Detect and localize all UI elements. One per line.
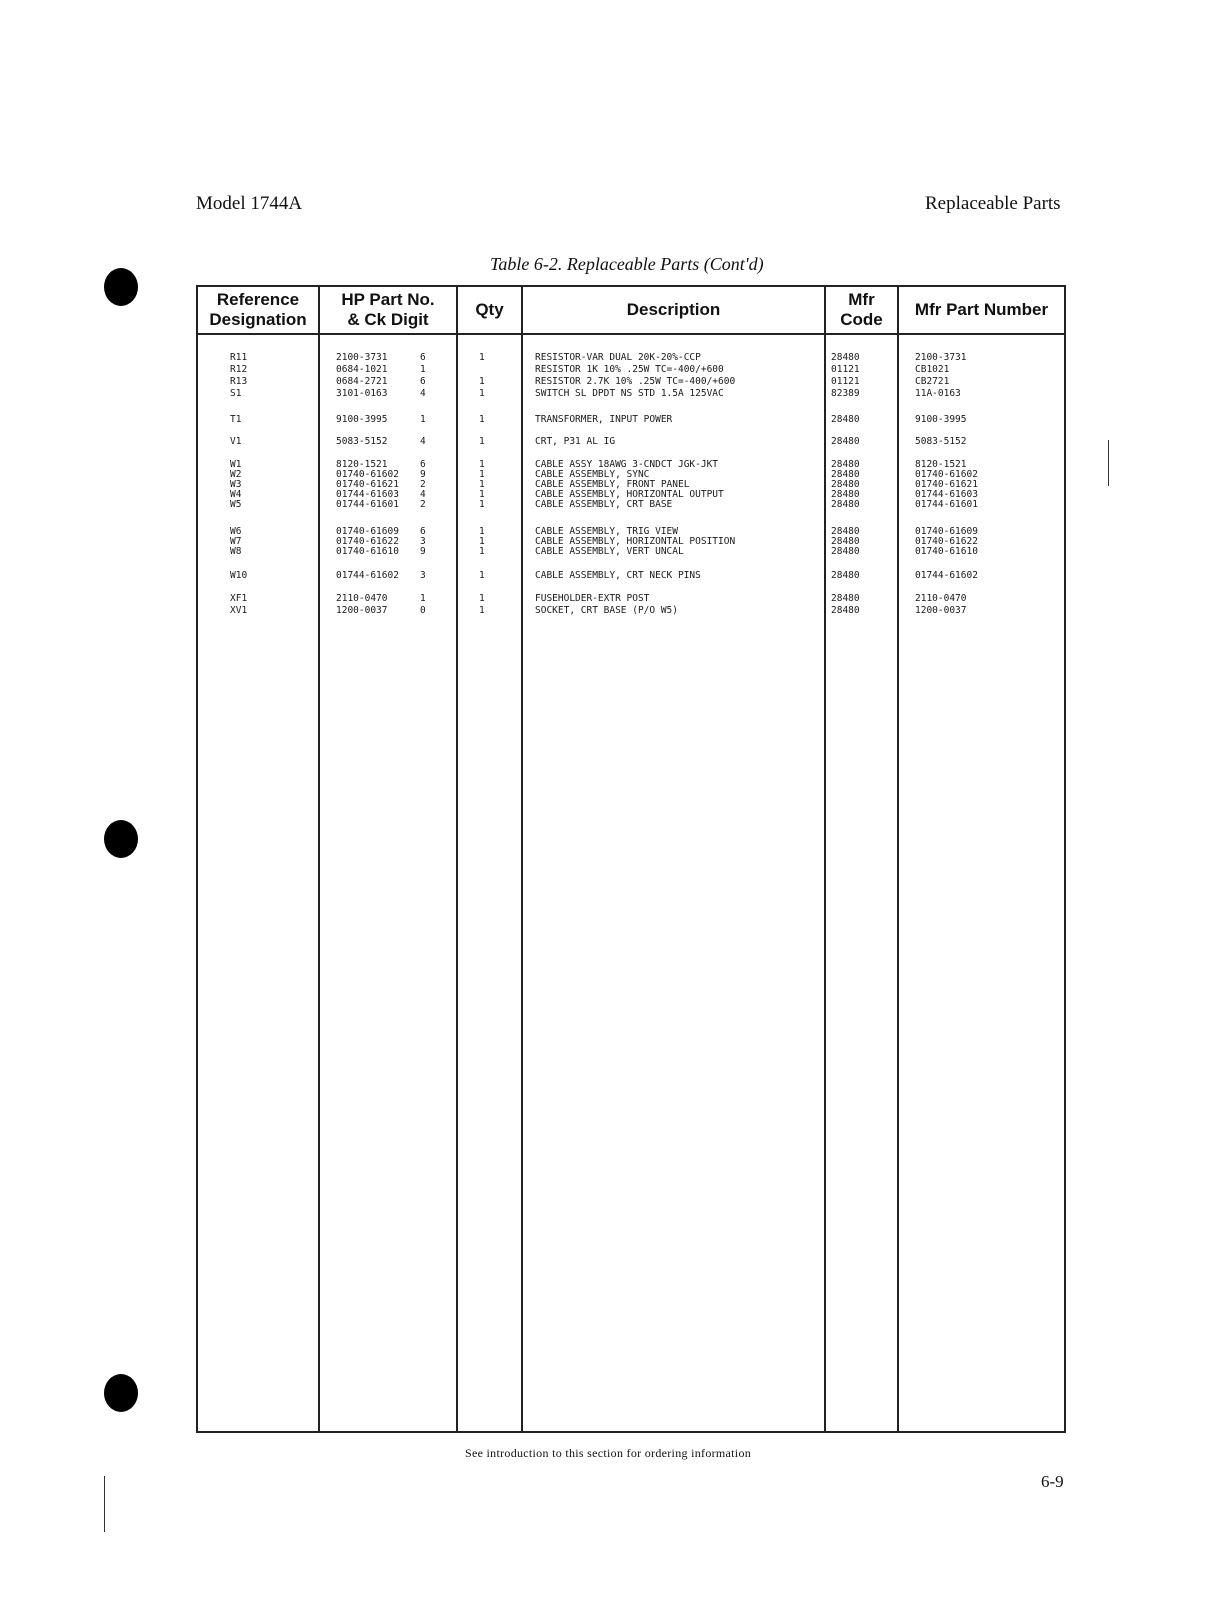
cell-qty: 1 [479, 436, 485, 447]
cell-description: CABLE ASSEMBLY, FRONT PANEL [535, 479, 690, 490]
cell-description: CABLE ASSEMBLY, CRT BASE [535, 499, 673, 510]
column-header-mfr-code: Mfr Code [840, 290, 883, 329]
cell-check-digit: 6 [420, 352, 426, 363]
cell-mfr-part-number: 01740-61621 [915, 479, 978, 490]
cell-ref-designation: W2 [230, 469, 242, 480]
cell-mfr-code: 28480 [831, 489, 860, 500]
cell-mfr-part-number: 01744-61601 [915, 499, 978, 510]
cell-ref-designation: W8 [230, 546, 242, 557]
page-header-section: Replaceable Parts [925, 193, 1061, 214]
cell-ref-designation: W3 [230, 479, 242, 490]
cell-ref-designation: W5 [230, 499, 242, 510]
cell-mfr-part-number: 11A-0163 [915, 388, 961, 399]
cell-qty: 1 [479, 536, 485, 547]
cell-mfr-code: 28480 [831, 469, 860, 480]
cell-check-digit: 2 [420, 499, 426, 510]
cell-mfr-code: 28480 [831, 605, 860, 616]
cell-qty: 1 [479, 593, 485, 604]
cell-ref-designation: W10 [230, 570, 248, 581]
cell-mfr-code: 28480 [831, 414, 860, 425]
cell-check-digit: 6 [420, 526, 426, 537]
column-divider [824, 287, 826, 1431]
cell-mfr-part-number: CB1021 [915, 364, 950, 375]
footer-note: See introduction to this section for ordering information [465, 1446, 752, 1460]
cell-description: CABLE ASSY 18AWG 3-CNDCT JGK-JKT [535, 459, 719, 470]
cell-description: CABLE ASSEMBLY, CRT NECK PINS [535, 570, 701, 581]
cell-mfr-code: 28480 [831, 526, 860, 537]
cell-mfr-code: 82389 [831, 388, 860, 399]
column-header-description: Description [626, 300, 721, 319]
cell-hp-part-no: 01744-61603 [336, 489, 399, 500]
cell-description: TRANSFORMER, INPUT POWER [535, 414, 673, 425]
cell-mfr-part-number: 5083-5152 [915, 436, 967, 447]
cell-hp-part-no: 9100-3995 [336, 414, 388, 425]
cell-description: CRT, P31 AL IG [535, 436, 616, 447]
cell-description: RESISTOR 1K 10% .25W TC=-400/+600 [535, 364, 724, 375]
cell-mfr-code: 28480 [831, 593, 860, 604]
cell-qty: 1 [479, 469, 485, 480]
cell-ref-designation: W1 [230, 459, 242, 470]
cell-check-digit: 3 [420, 536, 426, 547]
cell-ref-designation: W4 [230, 489, 242, 500]
cell-mfr-part-number: 01740-61602 [915, 469, 978, 480]
cell-mfr-part-number: 9100-3995 [915, 414, 967, 425]
cell-check-digit: 9 [420, 546, 426, 557]
cell-check-digit: 1 [420, 593, 426, 604]
cell-description: RESISTOR-VAR DUAL 20K-20%-CCP [535, 352, 701, 363]
cell-hp-part-no: 0684-2721 [336, 376, 388, 387]
cell-description: CABLE ASSEMBLY, VERT UNCAL [535, 546, 684, 557]
cell-ref-designation: XF1 [230, 593, 248, 604]
binder-hole-middle [104, 820, 138, 858]
cell-mfr-code: 28480 [831, 546, 860, 557]
scan-mark [104, 1476, 105, 1532]
cell-ref-designation: R11 [230, 352, 248, 363]
column-divider [456, 287, 458, 1431]
page-number: 6-9 [1041, 1472, 1064, 1491]
page-header-model: Model 1744A [196, 193, 303, 214]
cell-hp-part-no: 01740-61621 [336, 479, 399, 490]
cell-check-digit: 3 [420, 570, 426, 581]
cell-hp-part-no: 01740-61610 [336, 546, 399, 557]
cell-check-digit: 1 [420, 364, 426, 375]
cell-hp-part-no: 3101-0163 [336, 388, 388, 399]
cell-ref-designation: R13 [230, 376, 248, 387]
cell-hp-part-no: 01740-61602 [336, 469, 399, 480]
cell-mfr-code: 28480 [831, 570, 860, 581]
cell-qty: 1 [479, 414, 485, 425]
cell-ref-designation: W6 [230, 526, 242, 537]
cell-hp-part-no: 0684-1021 [336, 364, 388, 375]
cell-ref-designation: V1 [230, 436, 242, 447]
cell-qty: 1 [479, 499, 485, 510]
cell-mfr-part-number: 01744-61602 [915, 570, 978, 581]
cell-qty: 1 [479, 489, 485, 500]
cell-mfr-code: 28480 [831, 536, 860, 547]
cell-description: SOCKET, CRT BASE (P/O W5) [535, 605, 678, 616]
column-divider [897, 287, 899, 1431]
cell-mfr-part-number: 01744-61603 [915, 489, 978, 500]
cell-qty: 1 [479, 570, 485, 581]
cell-qty: 1 [479, 376, 485, 387]
column-header-reference-designation: Reference Designation [209, 290, 307, 329]
cell-check-digit: 4 [420, 436, 426, 447]
cell-check-digit: 4 [420, 489, 426, 500]
cell-mfr-part-number: 2100-3731 [915, 352, 967, 363]
table-title: Table 6-2. Replaceable Parts (Cont'd) [490, 254, 764, 274]
cell-check-digit: 6 [420, 459, 426, 470]
cell-qty: 1 [479, 352, 485, 363]
cell-ref-designation: R12 [230, 364, 248, 375]
cell-description: CABLE ASSEMBLY, HORIZONTAL POSITION [535, 536, 736, 547]
cell-ref-designation: S1 [230, 388, 242, 399]
cell-hp-part-no: 2110-0470 [336, 593, 388, 604]
cell-ref-designation: T1 [230, 414, 242, 425]
binder-hole-top [104, 268, 138, 306]
cell-qty: 1 [479, 479, 485, 490]
cell-hp-part-no: 8120-1521 [336, 459, 388, 470]
cell-description: RESISTOR 2.7K 10% .25W TC=-400/+600 [535, 376, 736, 387]
cell-mfr-part-number: 01740-61610 [915, 546, 978, 557]
cell-ref-designation: XV1 [230, 605, 248, 616]
cell-qty: 1 [479, 459, 485, 470]
cell-description: SWITCH SL DPDT NS STD 1.5A 125VAC [535, 388, 724, 399]
cell-qty: 1 [479, 546, 485, 557]
column-header-hp-part-no: HP Part No. & Ck Digit [341, 290, 435, 329]
cell-description: FUSEHOLDER-EXTR POST [535, 593, 650, 604]
cell-check-digit: 1 [420, 414, 426, 425]
cell-qty: 1 [479, 526, 485, 537]
cell-qty: 1 [479, 388, 485, 399]
scan-mark [1108, 440, 1109, 486]
cell-mfr-part-number: 8120-1521 [915, 459, 967, 470]
cell-check-digit: 6 [420, 376, 426, 387]
binder-hole-bottom [104, 1374, 138, 1412]
replaceable-parts-table [196, 285, 1066, 1433]
cell-hp-part-no: 01740-61622 [336, 536, 399, 547]
cell-check-digit: 0 [420, 605, 426, 616]
cell-hp-part-no: 1200-0037 [336, 605, 388, 616]
cell-check-digit: 9 [420, 469, 426, 480]
cell-mfr-part-number: CB2721 [915, 376, 950, 387]
column-divider [318, 287, 320, 1431]
cell-mfr-code: 01121 [831, 376, 860, 387]
cell-check-digit: 4 [420, 388, 426, 399]
cell-mfr-part-number: 1200-0037 [915, 605, 967, 616]
cell-hp-part-no: 2100-3731 [336, 352, 388, 363]
cell-hp-part-no: 01740-61609 [336, 526, 399, 537]
cell-mfr-part-number: 01740-61609 [915, 526, 978, 537]
cell-mfr-code: 28480 [831, 459, 860, 470]
header-rule [198, 333, 1064, 335]
cell-ref-designation: W7 [230, 536, 242, 547]
column-header-mfr-part-number: Mfr Part Number [914, 300, 1049, 319]
cell-check-digit: 2 [420, 479, 426, 490]
cell-mfr-code: 28480 [831, 352, 860, 363]
cell-description: CABLE ASSEMBLY, SYNC [535, 469, 650, 480]
cell-mfr-code: 01121 [831, 364, 860, 375]
cell-hp-part-no: 5083-5152 [336, 436, 388, 447]
cell-mfr-code: 28480 [831, 479, 860, 490]
column-divider [521, 287, 523, 1431]
cell-mfr-part-number: 01740-61622 [915, 536, 978, 547]
cell-hp-part-no: 01744-61602 [336, 570, 399, 581]
cell-mfr-code: 28480 [831, 436, 860, 447]
column-header-qty: Qty [475, 300, 504, 319]
cell-mfr-code: 28480 [831, 499, 860, 510]
cell-qty: 1 [479, 605, 485, 616]
cell-description: CABLE ASSEMBLY, TRIG VIEW [535, 526, 678, 537]
cell-description: CABLE ASSEMBLY, HORIZONTAL OUTPUT [535, 489, 724, 500]
cell-hp-part-no: 01744-61601 [336, 499, 399, 510]
cell-mfr-part-number: 2110-0470 [915, 593, 967, 604]
